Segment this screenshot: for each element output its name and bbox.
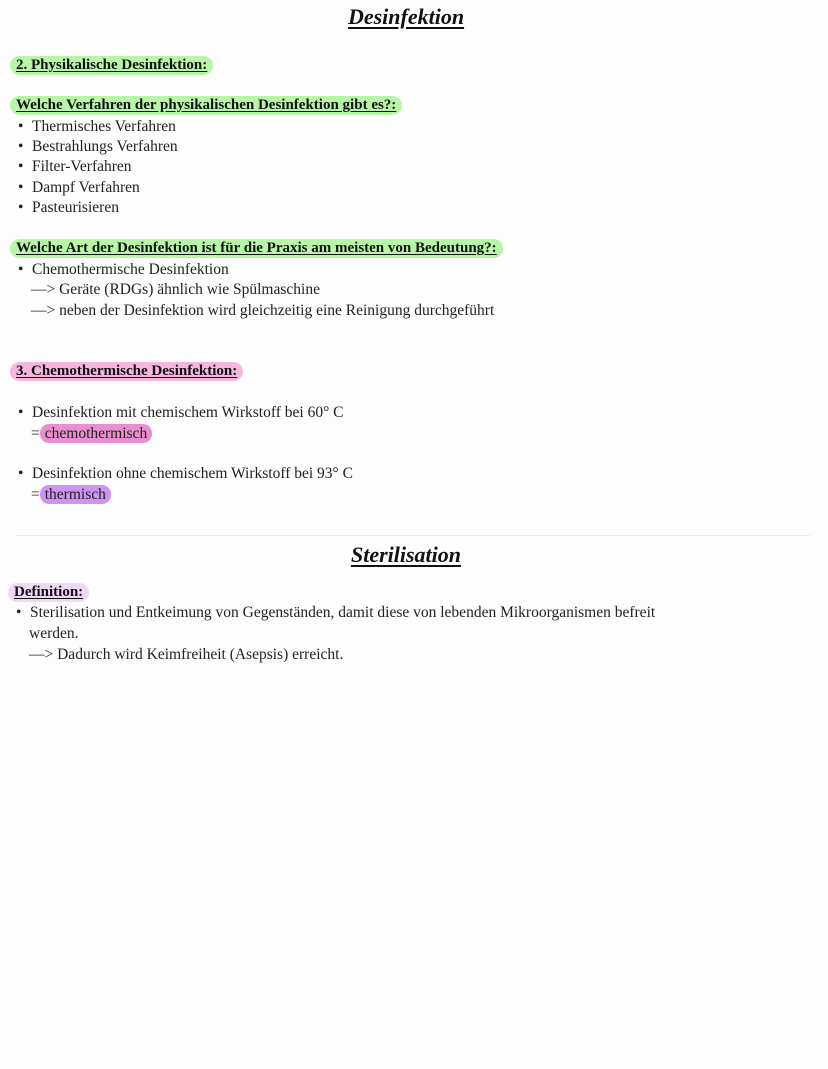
list-item: • Thermisches Verfahren [18, 117, 176, 137]
list-item: • Filter-Verfahren [18, 157, 132, 177]
result-thermisch: thermisch [40, 485, 111, 504]
question-bedeutung [10, 239, 503, 258]
result-line [31, 485, 111, 505]
sub-item: —> Geräte (RDGs) ähnlich wie Spülmaschine [31, 281, 320, 298]
list-item: • Pasteurisieren [18, 198, 119, 218]
question-verfahren [10, 96, 402, 115]
sub-item: —> neben der Desinfektion wird gleichzeitig eine Reinigung durchgeführt [31, 302, 495, 319]
result-chemothermisch: chemothermisch [40, 424, 152, 443]
result-line [31, 424, 152, 444]
definition-text: • Sterilisation und Entkeimung von Gegenständen, damit diese von lebenden Mikroorganismen befreit [16, 603, 655, 623]
list-item: • Dampf Verfahren [18, 178, 140, 198]
equals-sign: = [31, 486, 40, 503]
question-label: Welche Verfahren der physikalischen Desinfektion gibt es?: [10, 96, 402, 115]
definition-label: Definition: [8, 583, 89, 602]
section-heading-label: 3. Chemothermische Desinfektion: [10, 362, 243, 381]
list-item: • Chemothermische Desinfektion [18, 260, 229, 280]
definition-heading [8, 583, 89, 602]
sterilisation-title: Sterilisation [350, 542, 462, 567]
section-heading-physikalisch [10, 56, 213, 75]
sub-item: —> Dadurch wird Keimfreiheit (Asepsis) erreicht. [29, 646, 344, 663]
section-heading-chemothermisch [10, 362, 243, 381]
list-item: • Desinfektion mit chemischem Wirkstoff bei 60° C [18, 403, 344, 423]
definition-text-continued: werden. [29, 625, 79, 642]
section-heading-label: 2. Physikalische Desinfektion: [10, 56, 213, 75]
section-divider [16, 535, 810, 536]
list-item: • Desinfektion ohne chemischem Wirkstoff bei 93° C [18, 464, 353, 484]
page-title: Desinfektion [347, 4, 465, 29]
list-item: • Bestrahlungs Verfahren [18, 137, 178, 157]
equals-sign: = [31, 425, 40, 442]
question-label: Welche Art der Desinfektion ist für die Praxis am meisten von Bedeutung?: [10, 239, 503, 258]
